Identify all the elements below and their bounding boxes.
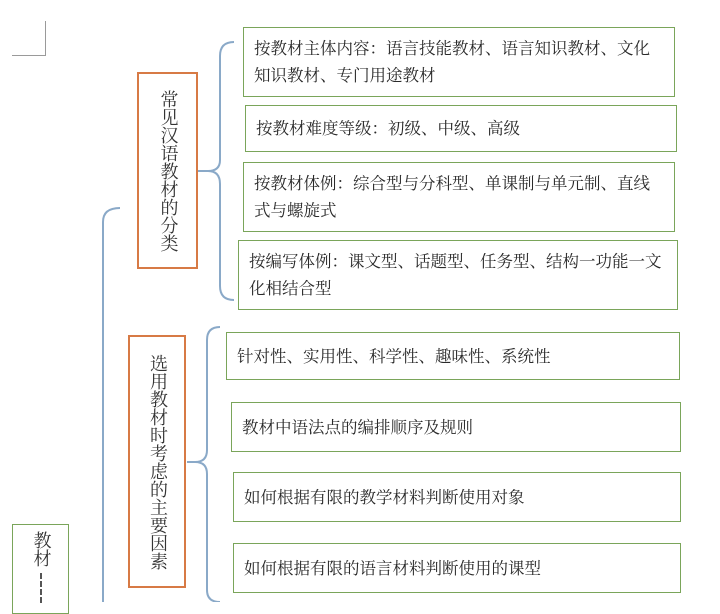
root-node-textbook	[12, 524, 69, 614]
leaf-by-difficulty	[245, 105, 677, 152]
leaf-text: 针对性、实用性、科学性、趣味性、系统性	[237, 346, 551, 366]
leaf-by-main-content	[243, 27, 675, 97]
leaf-text: 教材中语法点的编排顺序及规则	[242, 417, 473, 437]
leaf-by-textbook-style	[243, 162, 675, 232]
category-label: 常见汉语教材的分类	[157, 89, 179, 252]
category-1-bracket	[208, 42, 234, 300]
root-label: 教材	[30, 531, 52, 567]
category-2-bracket	[195, 327, 220, 602]
leaf-text: 如何根据有限的语言材料判断使用的课型	[244, 558, 541, 578]
root-bracket	[103, 208, 120, 602]
leaf-text: 按教材主体内容：语言技能教材、语言知识教材、文化知识教材、专门用途教材	[254, 39, 650, 85]
leaf-by-compilation-style	[238, 240, 678, 310]
root-dashed-line	[40, 573, 42, 603]
leaf-judge-course-type	[233, 543, 681, 593]
leaf-text: 按编写体例：课文型、话题型、任务型、结构一功能一文化相结合型	[249, 252, 662, 298]
category-label: 选用教材时考虑的主要因素	[147, 353, 168, 570]
category-textbook-classification	[137, 72, 198, 269]
leaf-judge-target-users	[233, 472, 681, 522]
leaf-grammar-order	[231, 402, 681, 452]
leaf-text: 按教材难度等级：初级、中级、高级	[256, 119, 520, 138]
category-selection-factors	[128, 335, 186, 588]
leaf-five-properties	[226, 332, 680, 380]
leaf-text: 如何根据有限的教学材料判断使用对象	[244, 487, 525, 507]
leaf-text: 按教材体例：综合型与分科型、单课制与单元制、直线式与螺旋式	[254, 174, 650, 220]
